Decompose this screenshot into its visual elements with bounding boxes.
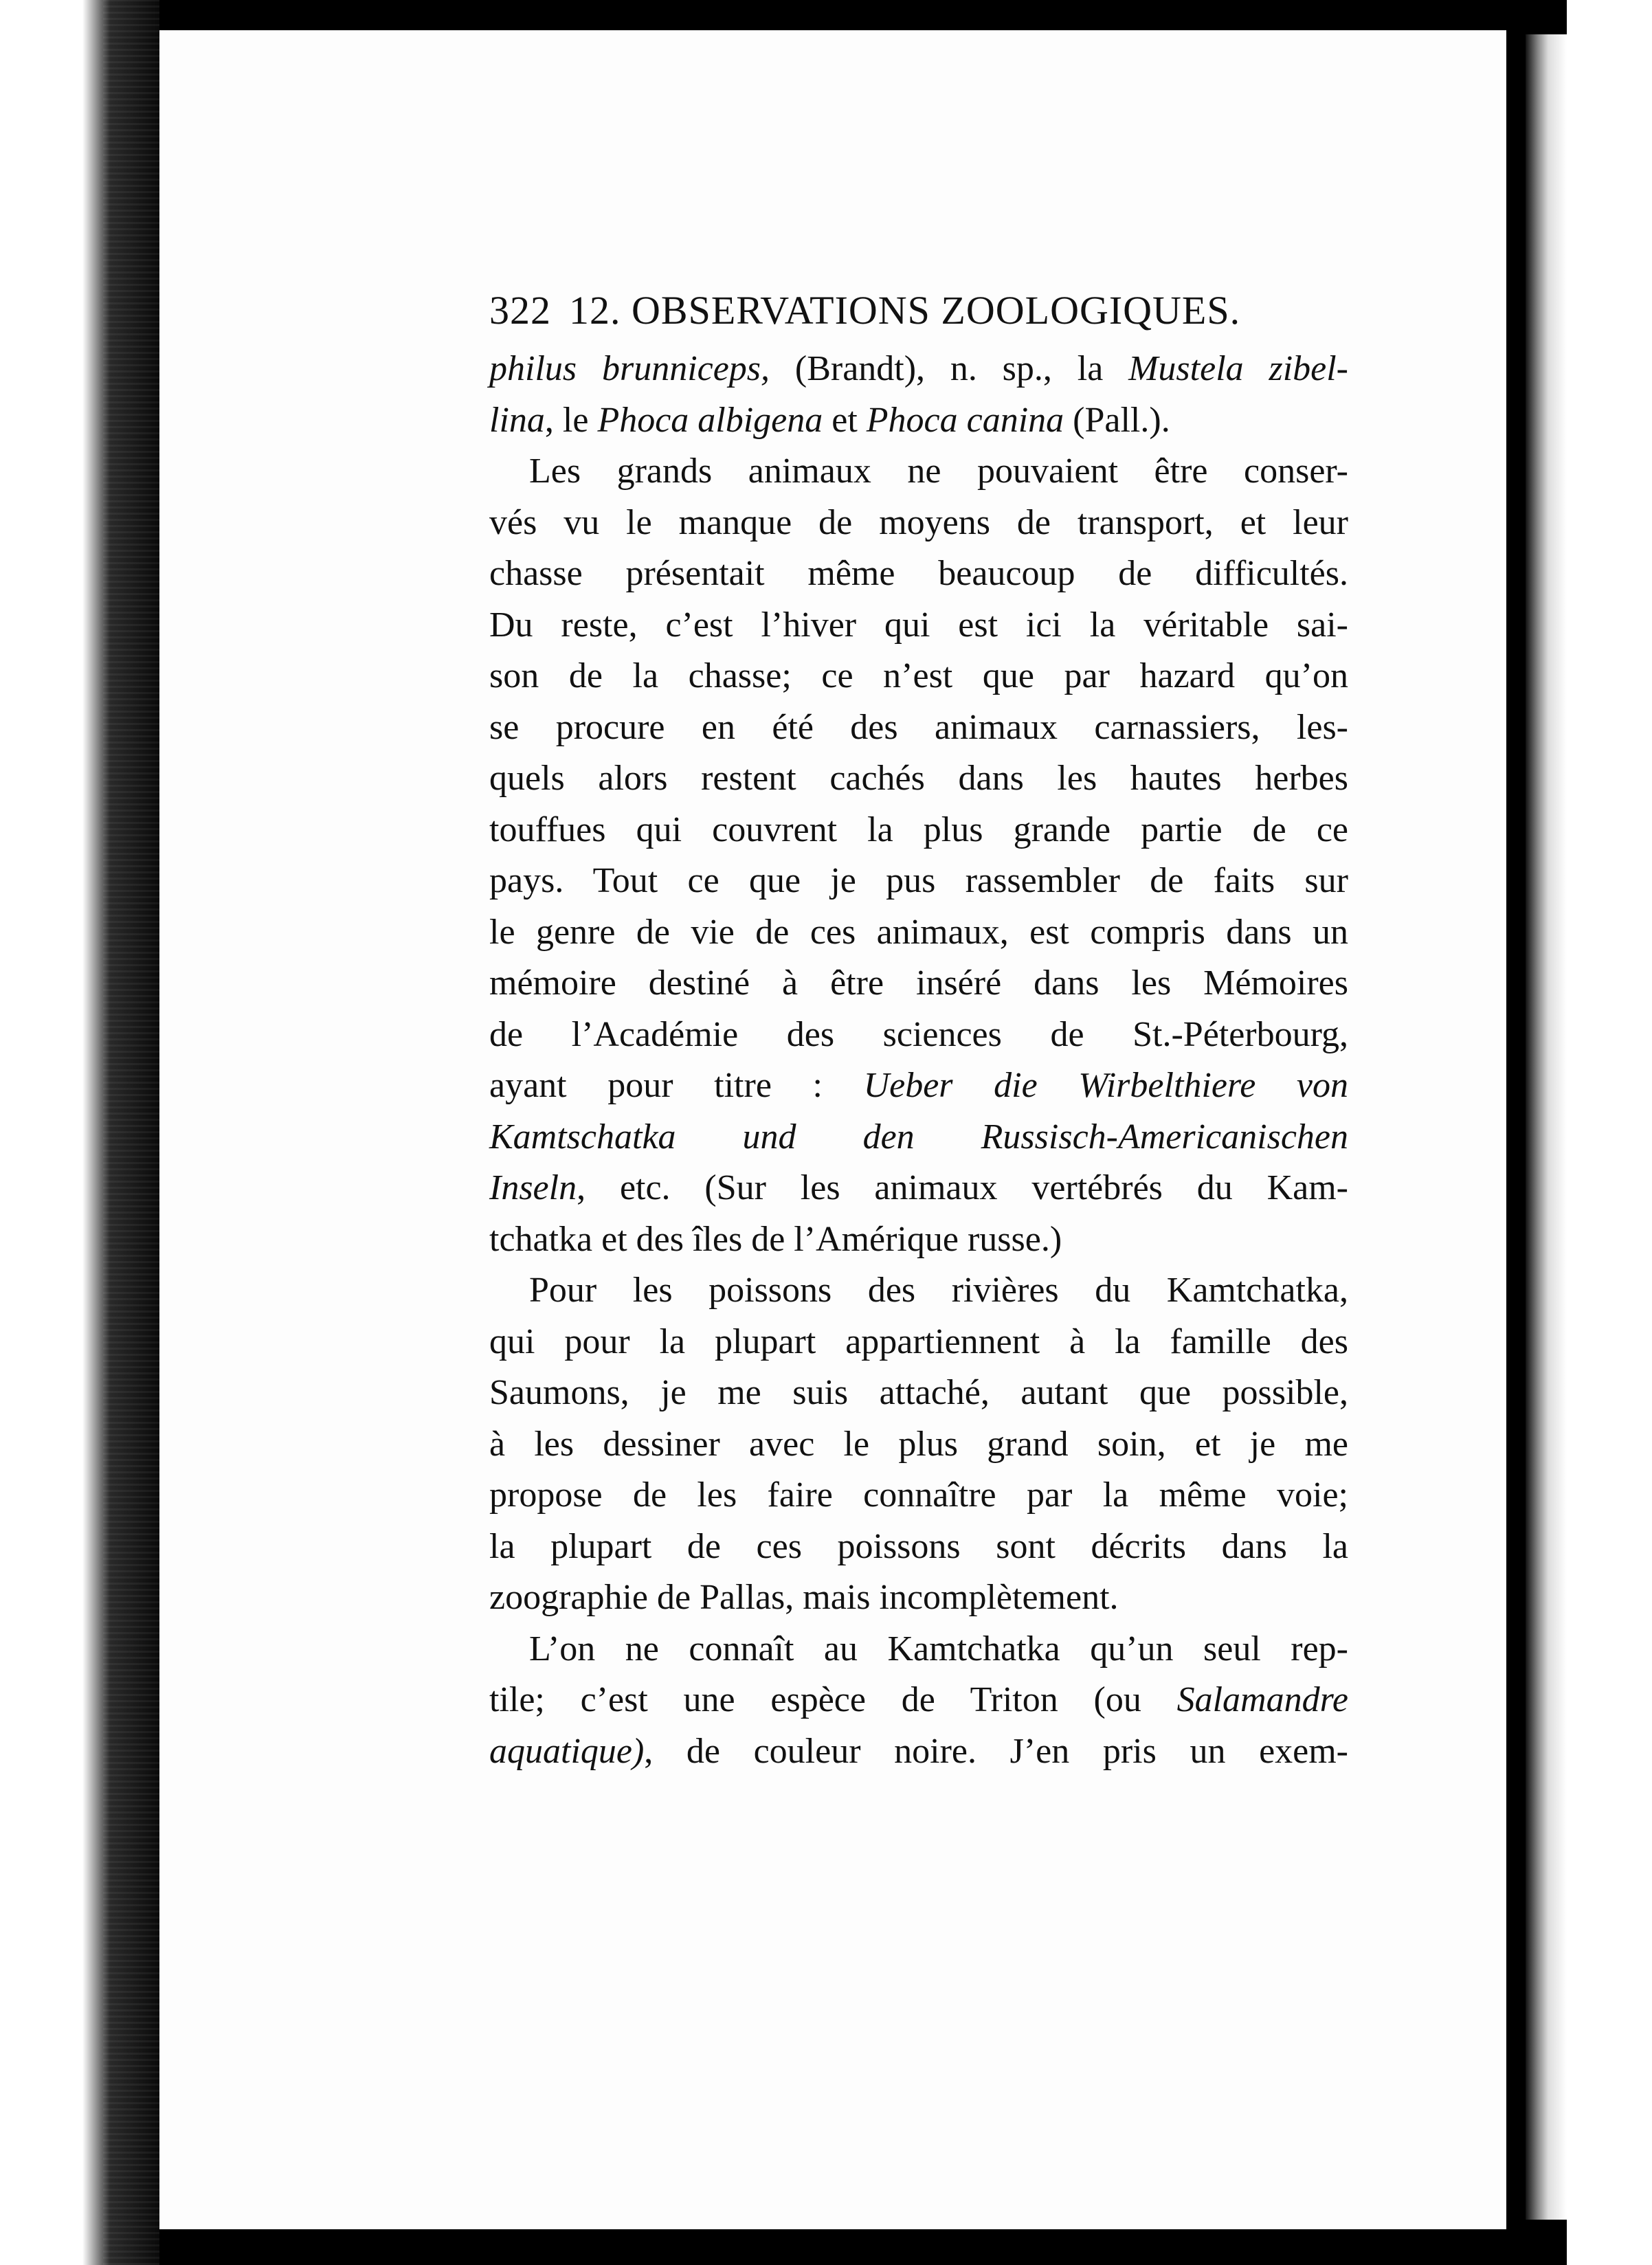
- text-line: [489, 1675, 1348, 1726]
- text-line: [489, 805, 1348, 856]
- italic-text: Kamtschatka und den Russisch-Americanischen: [489, 1117, 1348, 1157]
- chapter-title: 12. OBSERVATIONS ZOOLOGIQUES.: [569, 288, 1241, 333]
- text-segment: , le: [544, 400, 598, 440]
- text-line: [489, 1521, 1348, 1573]
- text-segment: qui pour la plupart appartiennent à la famille des: [489, 1321, 1348, 1361]
- text-line: [489, 1214, 1348, 1266]
- text-segment: à les dessiner avec le plus grand soin, et je me: [489, 1424, 1348, 1464]
- text-segment: ayant pour titre :: [489, 1066, 864, 1105]
- text-segment: et: [823, 400, 867, 440]
- text-segment: L’on ne connaît au Kamtchatka qu’un seul rep-: [529, 1629, 1348, 1669]
- italic-text: Phoca albigena: [597, 400, 823, 440]
- italic-text: Ueber die Wirbelthiere von: [863, 1066, 1349, 1105]
- text-line: [489, 856, 1348, 907]
- text-line: [489, 753, 1348, 805]
- text-segment: Les grands animaux ne pouvaient être conser-: [529, 451, 1348, 491]
- text-line: [489, 1726, 1348, 1778]
- text-segment: le genre de vie de ces animaux, est compris dans un: [489, 912, 1348, 952]
- text-line: [489, 344, 1348, 395]
- text-line: [489, 1368, 1348, 1419]
- text-segment: de l’Académie des sciences de St.-Péterbourg,: [489, 1014, 1348, 1054]
- italic-text: Mustela zibel-: [1128, 349, 1348, 388]
- text-line: [489, 498, 1348, 549]
- scan-margin: [1567, 0, 1652, 2265]
- text-line: [489, 1624, 1348, 1675]
- italic-text: lina: [489, 400, 545, 440]
- text-segment: (Pall.).: [1064, 400, 1170, 440]
- text-line: [489, 1009, 1348, 1061]
- italic-text: philus brunniceps,: [489, 349, 770, 388]
- text-line: [489, 1470, 1348, 1521]
- italic-text: aquatique): [489, 1731, 645, 1771]
- text-segment: propose de les faire connaître par la même voie;: [489, 1475, 1348, 1515]
- text-line: [489, 600, 1348, 651]
- text-segment: touffues qui couvrent la plus grande partie de ce: [489, 810, 1348, 849]
- italic-text: Inseln: [489, 1168, 577, 1207]
- text-segment: zoographie de Pallas, mais incomplètement.: [489, 1578, 1119, 1617]
- text-line: [489, 702, 1348, 754]
- text-line: [489, 1265, 1348, 1317]
- text-line: [489, 395, 1348, 447]
- text-segment: , etc. (Sur les animaux vertébrés du Kam-: [577, 1168, 1348, 1207]
- text-line: [489, 1112, 1348, 1163]
- text-segment: se procure en été des animaux carnassiers, les-: [489, 707, 1348, 747]
- text-line: [489, 446, 1348, 498]
- text-segment: chasse présentait même beaucoup de difficultés.: [489, 554, 1348, 593]
- text-segment: son de la chasse; ce n’est que par hazard qu’on: [489, 656, 1348, 695]
- text-line: [489, 1060, 1348, 1112]
- text-line: [489, 1419, 1348, 1471]
- text-line: [489, 1317, 1348, 1368]
- text-segment: quels alors restent cachés dans les hautes herbes: [489, 759, 1348, 798]
- text-segment: pays. Tout ce que je pus rassembler de faits sur: [489, 861, 1348, 900]
- text-line: [489, 548, 1348, 600]
- text-segment: , de couleur noire. J’en pris un exem-: [644, 1731, 1348, 1771]
- text-line: [489, 958, 1348, 1009]
- text-segment: tchatka et des îles de l’Amérique russe.): [489, 1219, 1062, 1259]
- running-header: [489, 287, 1245, 333]
- text-segment: vés vu le manque de moyens de transport, et leur: [489, 502, 1348, 542]
- next-page-edge: [1526, 34, 1567, 2220]
- text-segment: Du reste, c’est l’hiver qui est ici la véritable sai-: [489, 605, 1348, 645]
- scan-left-edge: [0, 0, 159, 2265]
- text-line: [489, 1572, 1348, 1624]
- body-text: [489, 344, 1348, 1777]
- text-segment: Saumons, je me suis attaché, autant que possible,: [489, 1373, 1348, 1412]
- text-line: [489, 1163, 1348, 1214]
- italic-text: Phoca canina: [866, 400, 1064, 440]
- text-line: [489, 651, 1348, 702]
- text-segment: tile; c’est une espèce de Triton (ou: [489, 1680, 1177, 1719]
- page-number: 322: [489, 288, 551, 333]
- text-segment: mémoire destiné à être inséré dans les Mémoires: [489, 963, 1348, 1003]
- text-segment: la plupart de ces poissons sont décrits dans la: [489, 1526, 1348, 1566]
- text-segment: (Brandt), n. sp., la: [770, 349, 1129, 388]
- italic-text: Salamandre: [1176, 1680, 1348, 1719]
- text-segment: Pour les poissons des rivières du Kamtchatka,: [529, 1271, 1348, 1310]
- text-line: [489, 907, 1348, 959]
